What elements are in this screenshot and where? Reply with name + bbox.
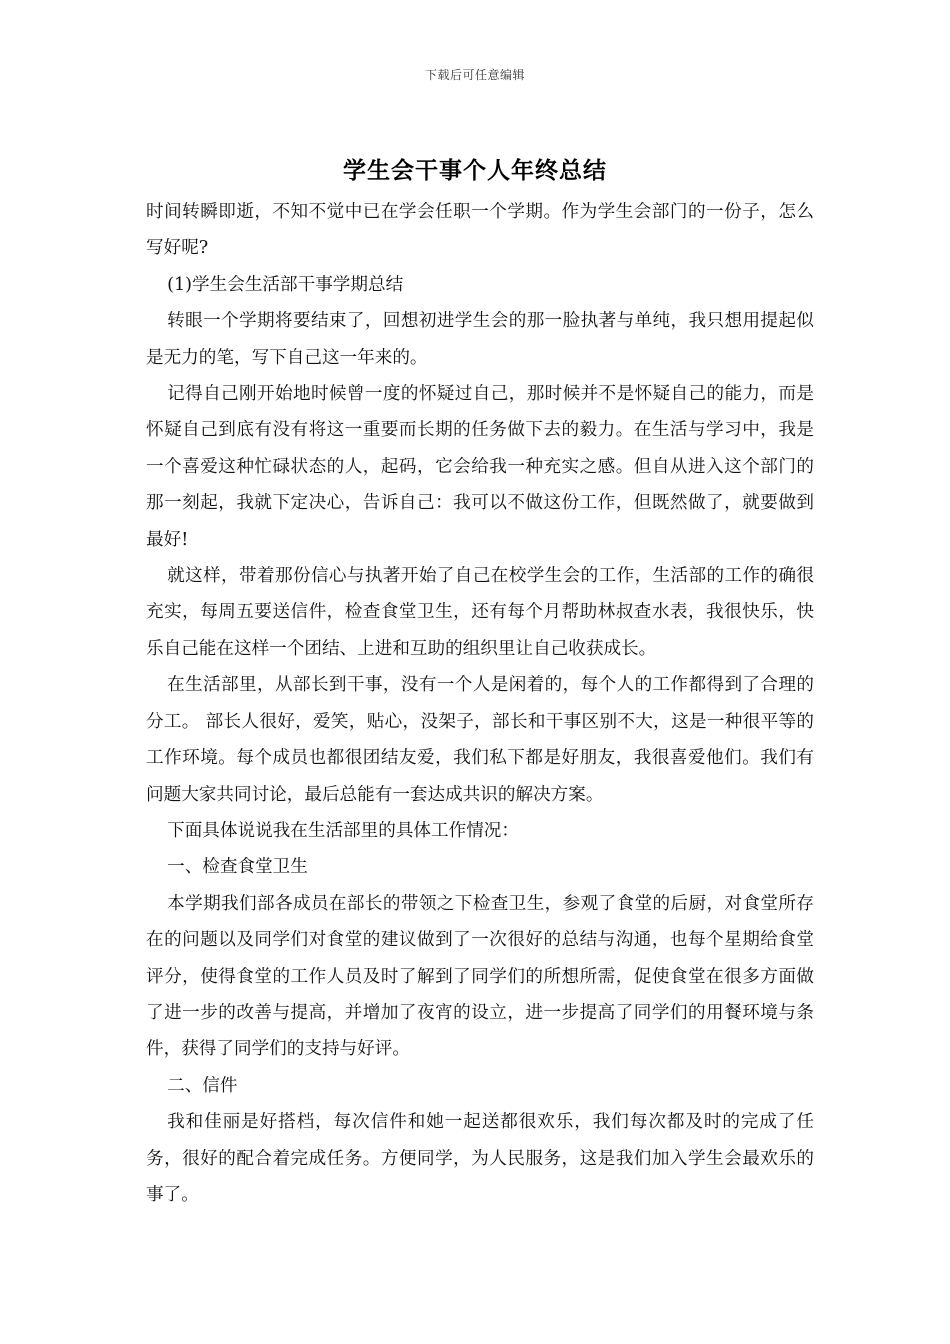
section-heading-canteen: 一、检查食堂卫生	[167, 857, 308, 878]
paragraph: 在生活部里，从部长到干事，没有一个人是闲着的，每个人的工作都得到了合理的分工。 部长人很好，爱笑，贴心，没架子，部长和干事区别不大，这是一种很平等的工作环境。每个成员也都很团结友爱，我们私下都是好朋友，我很喜爱他们。我们有问题大家共同讨论，最后总能有一套达成共识的解决方案。	[146, 675, 814, 805]
document-title: 学生会干事个人年终总结	[343, 157, 607, 184]
paragraph: 转眼一个学期将要结束了，回想初进学生会的那一脸执著与单纯，我只想用提起似是无力的笔，写下自己这一年来的。	[146, 311, 814, 368]
page-header-note: 下载后可任意编辑	[424, 68, 525, 82]
section-heading-letters: 二、信件	[167, 1075, 238, 1096]
paragraph: 下面具体说说我在生活部里的具体工作情况：	[167, 820, 519, 841]
paragraph: 我和佳丽是好搭档，每次信件和她一起送都很欢乐，我们每次都及时的完成了任务，很好的配合着完成任务。方便同学，为人民服务，这是我们加入学生会最欢乐的事了。	[146, 1112, 814, 1205]
paragraph-intro: 时间转瞬即逝，不知不觉中已在学会任职一个学期。作为学生会部门的一份子，怎么写好呢?	[146, 202, 814, 259]
section-heading-summary: (1)学生会生活部干事学期总结	[167, 274, 404, 295]
paragraph: 就这样，带着那份信心与执著开始了自己在校学生会的工作，生活部的工作的确很充实，每周五要送信件，检查食堂卫生，还有每个月帮助林叔查水表，我很快乐，快乐自己能在这样一个团结、上进和互助的组织里让自己收获成长。	[146, 566, 814, 659]
paragraph: 本学期我们部各成员在部长的带领之下检查卫生，参观了食堂的后厨，对食堂所存在的问题以及同学们对食堂的建议做到了一次很好的总结与沟通，也每个星期给食堂评分，使得食堂的工作人员及时了解到了同学们的所想所需，促使食堂在很多方面做了进一步的改善与提高，并增加了夜宵的设立，进一步提高了同学们的用餐环境与条件，获得了同学们的支持与好评。	[146, 893, 814, 1060]
document-body	[146, 194, 814, 1213]
paragraph: 记得自己刚开始地时候曾一度的怀疑过自己，那时候并不是怀疑自己的能力，而是怀疑自己到底有没有将这一重要而长期的任务做下去的毅力。在生活与学习中，我是一个喜爱这种忙碌状态的人，起码，它会给我一种充实之感。但自从进入这个部门的那一刻起，我就下定决心，告诉自己：我可以不做这份工作，但既然做了，就要做到最好!	[146, 384, 814, 550]
